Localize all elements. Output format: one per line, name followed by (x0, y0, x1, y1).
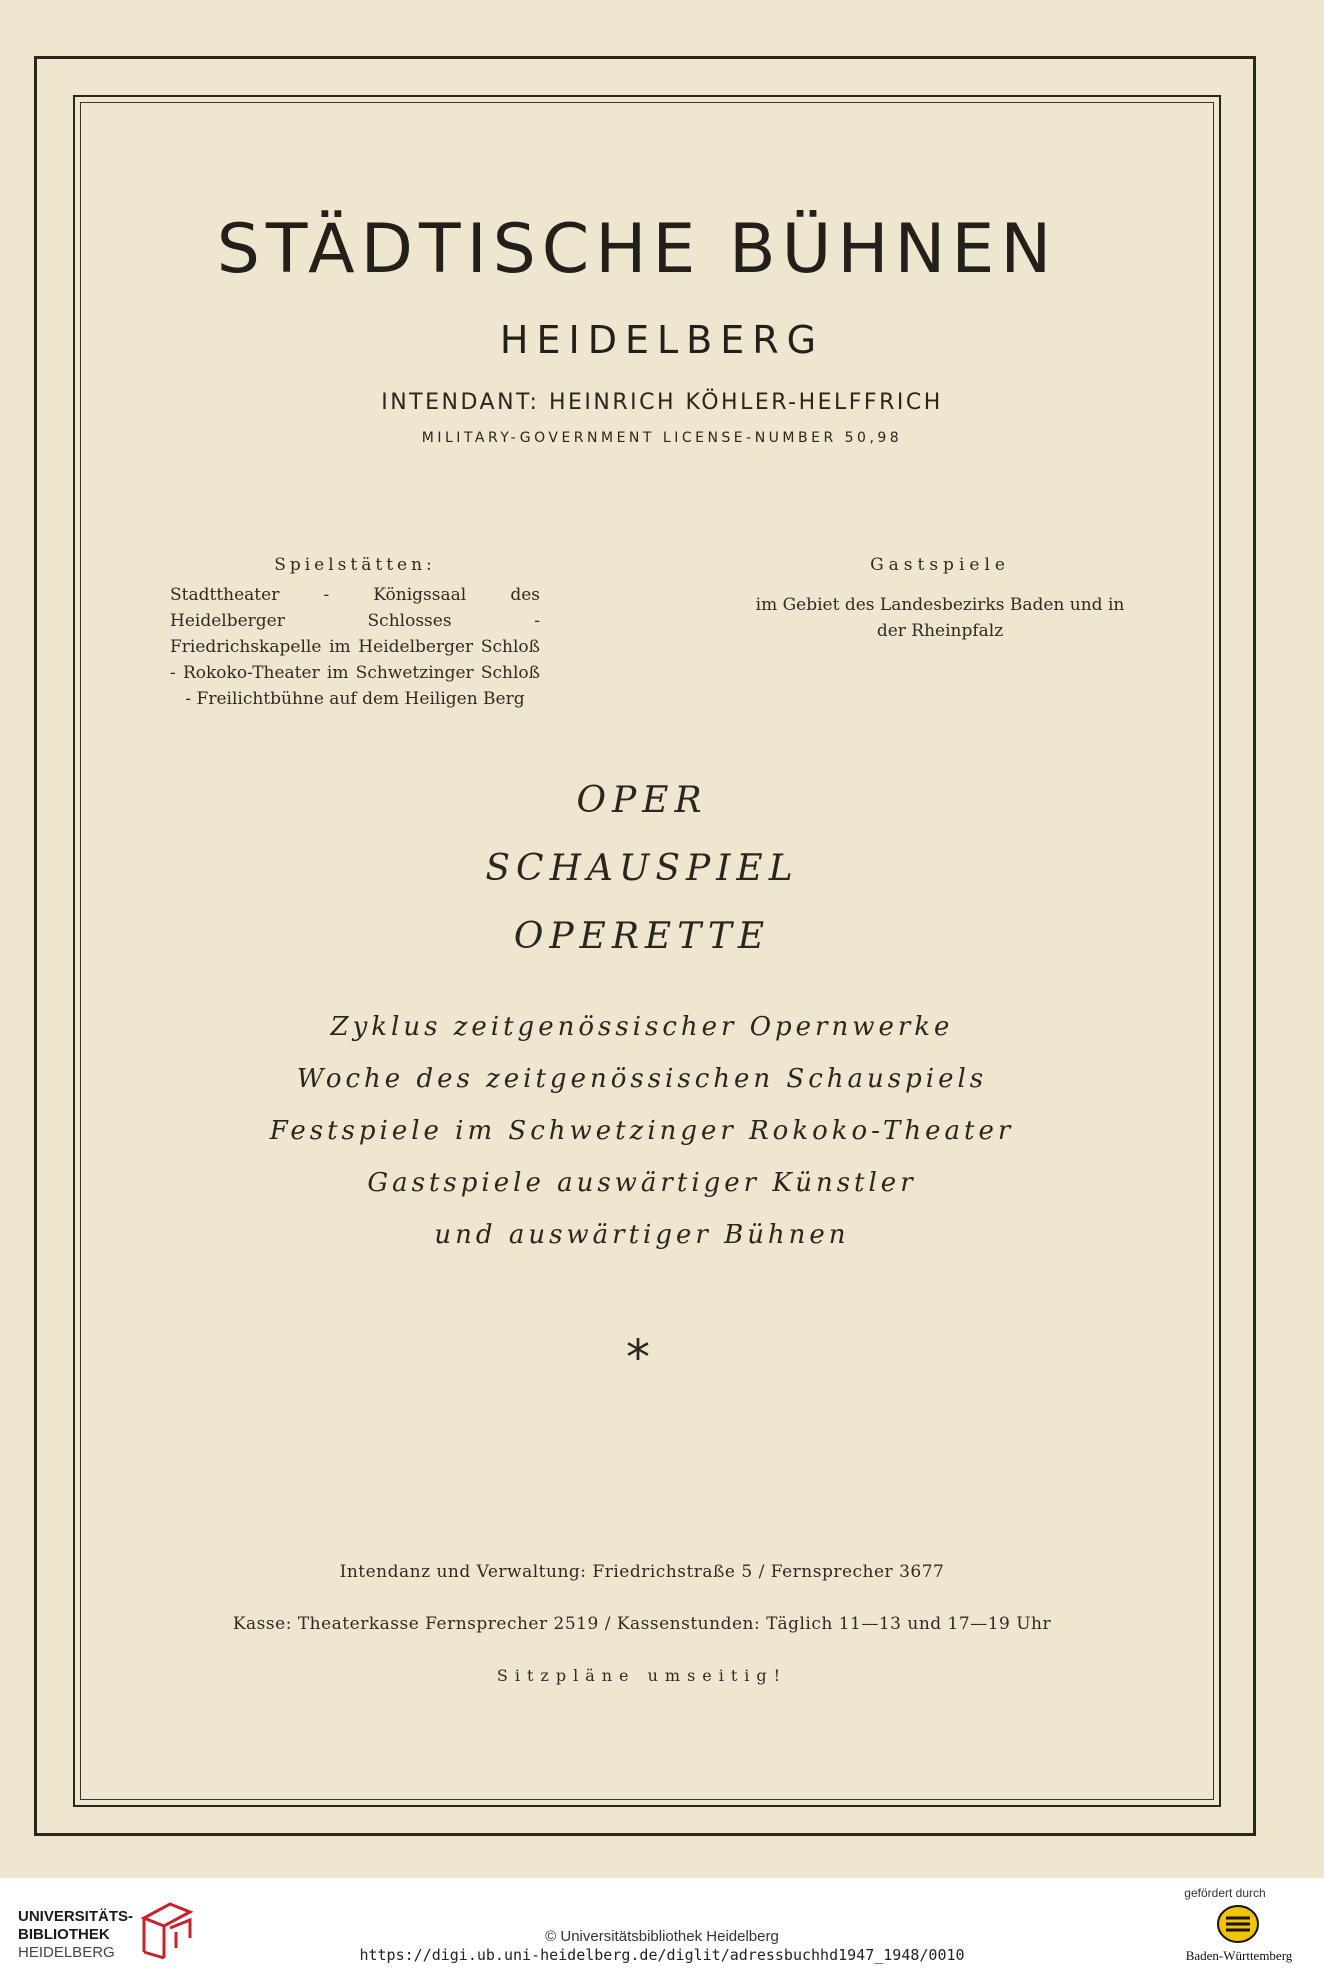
funded-by-label: gefördert durch (1184, 1886, 1266, 1900)
intendant-line: INTENDANT: HEINRICH KÖHLER-HELFFRICH (381, 390, 943, 415)
cycle-line: Woche des zeitgenössischen Schauspiels (296, 1064, 988, 1094)
cycle-line: Gastspiele auswärtiger Künstler (367, 1168, 917, 1198)
box-office-line: Kasse: Theaterkasse Fernsprecher 2519 / Kassenstunden: Täglich 11—13 und 17—19 Uhr (232, 1614, 1052, 1634)
seating-note: Sitzpläne umseitig! (496, 1666, 788, 1685)
library-name: UNIVERSITÄTS- BIBLIOTHEK HEIDELBERG (18, 1908, 134, 1961)
guest-heading: Gastspiele (870, 555, 1010, 575)
admin-address: Intendanz und Verwaltung: Friedrichstraße 5 / Fernsprecher 3677 (339, 1562, 945, 1582)
permalink[interactable]: https://digi.ub.uni-heidelberg.de/diglit/adressbuchhd1947_1948/0010 (359, 1946, 965, 1964)
city-heading: HEIDELBERG (499, 318, 825, 362)
cycle-line: und auswärtiger Bühnen (434, 1220, 850, 1250)
license-line: MILITARY-GOVERNMENT LICENSE-NUMBER 50,98 (421, 430, 903, 446)
guest-column (740, 552, 1140, 644)
viewer-footer (0, 1878, 1324, 1970)
page-title: STÄDTISCHE BÜHNEN (216, 210, 1058, 289)
funder-name: Baden-Württemberg (1185, 1948, 1293, 1963)
genre-operetta: OPERETTE (513, 916, 771, 957)
copyright-text: © Universitätsbibliothek Heidelberg (545, 1928, 779, 1945)
cycle-line: Festspiele im Schwetzinger Rokoko-Theater (269, 1116, 1015, 1146)
cycle-line: Zyklus zeitgenössischer Opernwerke (330, 1012, 954, 1042)
venues-heading: Spielstätten: (274, 555, 436, 575)
venues-text: Stadttheater - Königssaal des Heidelberger Schlosses - Friedrichskapelle im Heidelberger Schloß - Rokoko-Theater im Schwetzinger Schloß - Freilichtbühne auf dem Heiligen Berg (170, 585, 540, 709)
venues-column (170, 552, 540, 712)
asterisk-divider: * (626, 1330, 650, 1386)
state-coat-of-arms-icon (1216, 1904, 1260, 1944)
genre-opera: OPER (576, 780, 708, 821)
genre-drama: SCHAUSPIEL (485, 848, 799, 889)
guest-text: im Gebiet des Landesbezirks Baden und in der Rheinpfalz (755, 595, 1125, 641)
